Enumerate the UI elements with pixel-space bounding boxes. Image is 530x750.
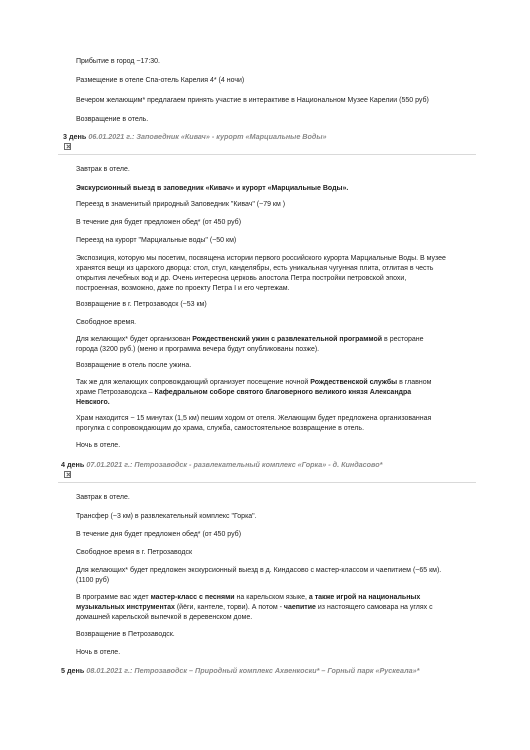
- day3-dinner-line1: [76, 335, 424, 345]
- program-bold2: а также игрой на национальных: [308, 594, 421, 601]
- service-2-bold: Кафедральном соборе святого благоверного великого князя Александра: [154, 389, 412, 396]
- day3-number: 3 день: [63, 132, 87, 141]
- day3-service-line3: Невского.: [76, 399, 110, 406]
- hotel-text: Размещение в отеле Спа-отель Карелия 4* (4 ночи): [76, 77, 245, 84]
- program-2-bold2: чаепитие: [283, 604, 316, 611]
- divider: [58, 482, 476, 483]
- day3-exposition-line4: построенная, возможно, даже по проекту Петра I и его чертежам.: [76, 285, 290, 292]
- day3-return: Возвращение в г. Петрозаводск (~53 км): [76, 301, 207, 308]
- service-pre: Так же для желающих сопровождающий организует посещение ночной: [76, 379, 311, 386]
- arrival-text: Прибытие в город ~17:30.: [76, 58, 160, 65]
- day4-title: 07.01.2021 г.: Петрозаводск - развлекательный комплекс «Горка» - д. Киндасово*: [84, 460, 383, 469]
- program-mid: на карельском языке,: [234, 594, 309, 601]
- day3-excursion: Экскурсионный выезд в заповедник «Кивач» и курорт «Марциальные Воды».: [76, 185, 349, 192]
- day4-return: Возвращение в Петрозаводск.: [76, 631, 175, 638]
- day4-lunch: В течение дня будет предложен обед* (от 450 руб): [76, 531, 242, 538]
- day3-breakfast: Завтрак в отеле.: [76, 166, 130, 173]
- broken-image-icon: [64, 143, 71, 150]
- return-text: Возвращение в отель.: [76, 116, 149, 123]
- day4-program-line3: домашней карельской выпечкой в деревенском доме.: [76, 614, 253, 621]
- dinner-post: в ресторане: [382, 336, 424, 343]
- day3-exposition-line3: открытия лечебных вод и др. Очень интересна церковь апостола Петра постройки петровской эпохи,: [76, 275, 407, 282]
- program-2-post2: из настоящего самовара на углях с: [315, 604, 433, 611]
- day3-walk-line2: прогулка с сопровождающим до храма, служба, самостоятельное возвращение в отель.: [76, 425, 365, 432]
- day3-service-line2: [76, 388, 411, 398]
- service-bold: Рождественской службы: [310, 379, 398, 386]
- day5-header: [61, 666, 419, 676]
- day4-transfer: Трансфер (~3 км) в развлекательный комплекс "Горка".: [76, 513, 257, 520]
- program-2-bold: музыкальных инструментах: [76, 604, 175, 611]
- day4-header: [61, 460, 382, 470]
- day5-number: 5 день: [61, 666, 85, 675]
- day4-night: Ночь в отеле.: [76, 649, 121, 656]
- day4-breakfast: Завтрак в отеле.: [76, 494, 130, 501]
- day4-program-line1: [76, 593, 420, 603]
- day3-title: 06.01.2021 г.: Заповедник «Кивач» - курорт «Марциальные Воды»: [86, 132, 327, 141]
- day3-transfer-kivach: Переезд в знаменитый природный Заповедник "Кивач" (~79 км ): [76, 201, 286, 208]
- day3-exposition-line2: хранятся вещи из царского дворца: стол, стул, канделябры, есть уникальная чугунная плита, отлитая в честь: [76, 265, 434, 272]
- service-post: в главном: [397, 379, 432, 386]
- day5-title: 08.01.2021 г.: Петрозаводск – Природный комплекс Ахвенкоски* – Горный парк «Рускеала»*: [84, 666, 420, 675]
- evening-text: Вечером желающим* предлагаем принять участие в интерактиве в Национальном Музее Карелии (550 руб): [76, 97, 429, 104]
- day3-dinner-line2: города (3200 руб.) (меню и программа вечера будут опубликованы позже).: [76, 346, 320, 353]
- day3-walk-line1: Храм находится ~ 15 минутах (1,5 км) пешим ходом от отеля. Желающим будет предложена организованная: [76, 415, 432, 422]
- day3-service-line1: [76, 378, 431, 388]
- program-pre: В программе вас ждет: [76, 594, 151, 601]
- day3-night: Ночь в отеле.: [76, 442, 121, 449]
- day3-lunch: В течение дня будет предложен обед* (от 450 руб): [76, 219, 242, 226]
- day3-free-time: Свободное время.: [76, 319, 137, 326]
- service-2-pre: храме Петрозаводска –: [76, 389, 155, 396]
- program-bold1: мастер-класс с песнями: [150, 594, 235, 601]
- day3-transfer-martial: Переезд на курорт "Марциальные воды" (~50 км): [76, 237, 237, 244]
- day4-program-line2: [76, 603, 433, 613]
- dinner-pre: Для желающих* будет организован: [76, 336, 193, 343]
- day4-number: 4 день: [61, 460, 85, 469]
- broken-image-icon: [64, 471, 71, 478]
- day4-kindasovo-line1: Для желающих* будет предложен экскурсионный выезд в д. Киндасово с мастер-классом и чаепитием (~65 км).: [76, 567, 442, 574]
- day3-return-after-dinner: Возвращение в отель после ужина.: [76, 362, 192, 369]
- day3-exposition-line1: Экспозиция, которую мы посетим, посвящена истории первого российского курорта Марциальные Воды. В музее: [76, 255, 446, 262]
- day3-header: [63, 132, 326, 142]
- program-2-post: (йёги, кантеле, торви). А потом -: [174, 604, 284, 611]
- day4-free-time: Свободное время в г. Петрозаводск: [76, 549, 193, 556]
- day4-kindasovo-line2: (1100 руб): [76, 577, 110, 584]
- dinner-bold: Рождественский ужин с развлекательной программой: [192, 336, 383, 343]
- divider: [58, 154, 476, 155]
